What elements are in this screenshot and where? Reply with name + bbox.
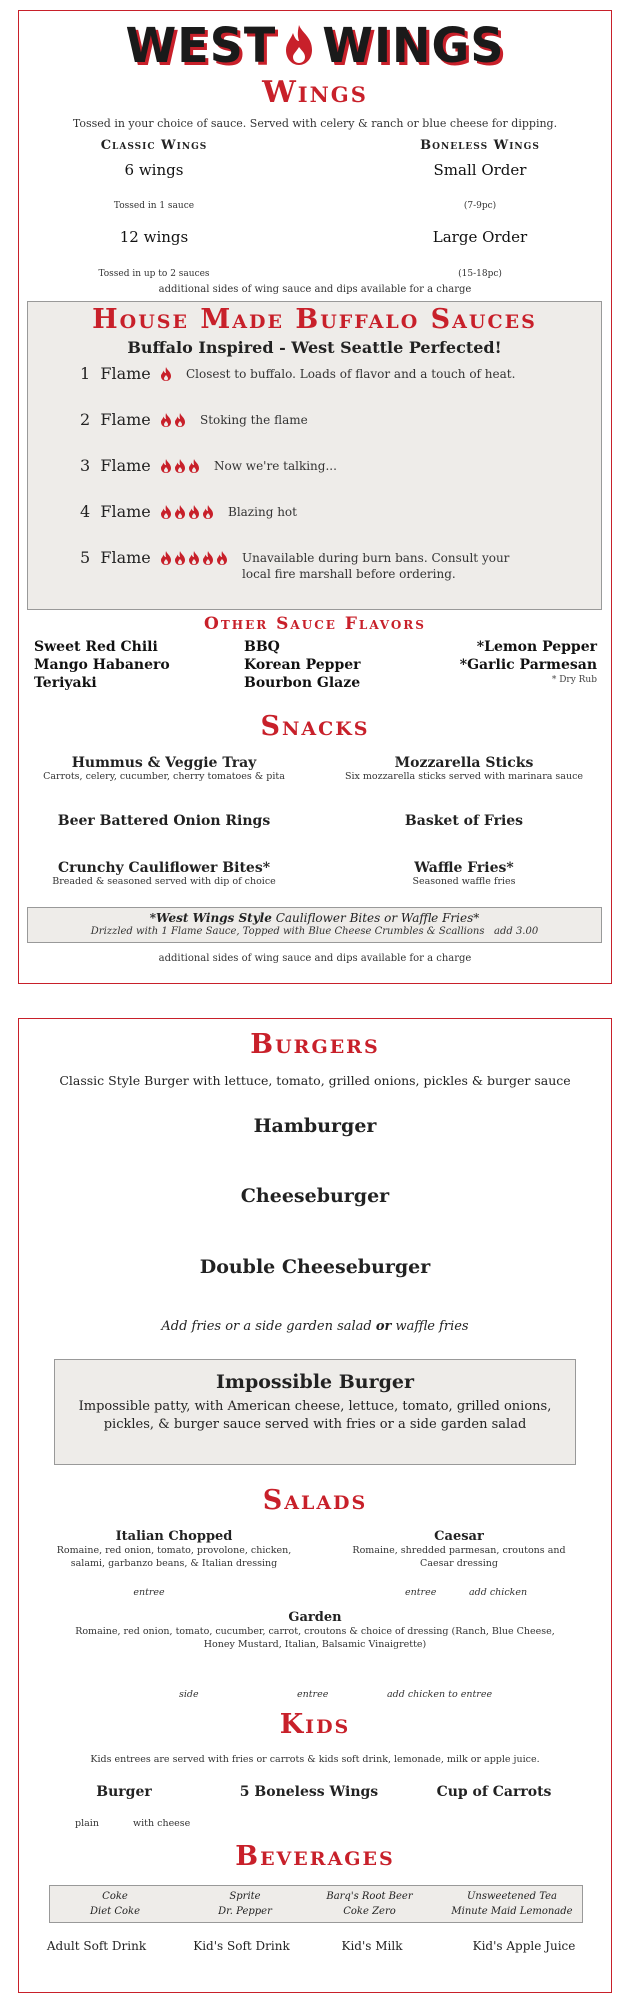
- beverage-kids-milk: Kid's Milk: [341, 1939, 403, 1953]
- boneless-large: Large Order: [432, 228, 528, 246]
- kids-title: Kids: [279, 1709, 351, 1740]
- boneless-large-note: (15-18pc): [458, 269, 502, 279]
- flame-logo-icon: [282, 23, 316, 67]
- sauce-teriyaki: Teriyaki: [34, 675, 97, 691]
- snack-fries: Basket of Fries: [404, 813, 524, 829]
- flame-level-label: 3 Flame: [80, 456, 151, 475]
- wings-footer: additional sides of wing sauce and dips available for a charge: [158, 284, 472, 295]
- flame-icon: [160, 458, 172, 477]
- flame-level-description: Stoking the flame: [200, 413, 308, 427]
- beverage-col-3: Barq's Root Beer Coke Zero: [326, 1891, 413, 1917]
- buffalo-sauce-box: [27, 301, 602, 610]
- flame-icon: [188, 550, 200, 569]
- kids-burger-with-cheese: with cheese: [133, 1818, 191, 1829]
- other-sauces-col2: [244, 638, 414, 692]
- flame-rating: [160, 410, 186, 431]
- kids-intro: Kids entrees are served with fries or carrots & kids soft drink, lemonade, milk or apple juice.: [90, 1754, 540, 1765]
- salad-italian-chopped: Italian Chopped Romaine, red onion, tomato, provolone, chicken, salami, garbanzo beans, & Italian dressing: [56, 1529, 292, 1569]
- boneless-small-note: (7-9pc): [463, 201, 497, 211]
- flame-icon: [160, 550, 172, 569]
- snacks-footer: additional sides of wing sauce and dips available for a charge: [158, 953, 472, 964]
- flame-level-row: [80, 410, 308, 431]
- beverage-col-1: Coke Diet Coke: [90, 1891, 140, 1917]
- other-sauces-col1: [34, 638, 204, 692]
- garden-side-option: side: [179, 1689, 199, 1700]
- flame-rating: [160, 548, 228, 569]
- flame-level-description: Now we're talking...: [214, 459, 337, 473]
- boneless-small: Small Order: [433, 161, 527, 179]
- flame-level-description: Closest to buffalo. Loads of flavor and a touch of heat.: [186, 367, 516, 381]
- flame-icon: [174, 458, 186, 477]
- salad-garden: Garden Romaine, red onion, tomato, cucumber, carrot, croutons & choice of dressing (Ranch, Blue Cheese, Honey Mustard, Italian, Balsamic Vinaigrette): [75, 1610, 555, 1650]
- flame-level-label: 2 Flame: [80, 410, 151, 429]
- beverage-kids-soft-drink: Kid's Soft Drink: [193, 1939, 290, 1953]
- flame-level-row: [80, 364, 515, 385]
- snack-cauliflower: Crunchy Cauliflower Bites* Breaded & seasoned served with dip of choice: [52, 860, 276, 887]
- sauce-bourbon-glaze: Bourbon Glaze: [244, 675, 361, 691]
- west-wings-style-desc: Drizzled with 1 Flame Sauce, Topped with Blue Cheese Crumbles & Scallions add 3.00: [90, 926, 539, 937]
- flame-icon: [216, 550, 228, 569]
- wings-title: Wings: [262, 75, 368, 110]
- logo: [19, 17, 611, 73]
- burgers-title: Burgers: [250, 1029, 380, 1060]
- flame-level-row: [80, 548, 512, 582]
- logo-west: WEST: [125, 16, 277, 74]
- kids-boneless-wings: 5 Boneless Wings: [239, 1784, 379, 1800]
- flame-icon: [160, 412, 172, 431]
- snack-onion-rings: Beer Battered Onion Rings: [57, 813, 271, 829]
- snack-hummus: Hummus & Veggie Tray Carrots, celery, cucumber, cherry tomatoes & pita: [43, 755, 285, 782]
- menu-page-1: [18, 10, 612, 984]
- other-sauces-title: Other Sauce Flavors: [204, 614, 426, 634]
- west-wings-style-box: [27, 907, 602, 943]
- salads-title: Salads: [262, 1485, 368, 1516]
- flame-icon: [174, 412, 186, 431]
- flame-rating: [160, 456, 200, 477]
- burger-hamburger: Hamburger: [253, 1115, 377, 1137]
- sauce-subtitle: Buffalo Inspired - West Seattle Perfected!: [127, 338, 502, 357]
- flame-level-description: Unavailable during burn bans. Consult your local fire marshall before ordering.: [242, 551, 510, 581]
- sauce-korean-pepper: Korean Pepper: [244, 657, 361, 673]
- flame-icon: [160, 366, 172, 385]
- classic-wings-header: Classic Wings: [100, 138, 208, 153]
- snack-mozzarella: Mozzarella Sticks Six mozzarella sticks served with marinara sauce: [344, 755, 584, 782]
- wings-6: 6 wings: [124, 161, 184, 179]
- logo-wings: WINGS: [322, 16, 505, 74]
- flame-icon: [188, 504, 200, 523]
- italian-entree-option: entree: [133, 1587, 165, 1598]
- flame-level-label: 1 Flame: [80, 364, 151, 383]
- flame-rating: [160, 364, 172, 385]
- flame-icon: [202, 504, 214, 523]
- west-wings-style-title: *West Wings Style Cauliflower Bites or Waffle Fries*: [149, 911, 480, 925]
- beverages-title: Beverages: [235, 1841, 395, 1872]
- sauce-bbq: BBQ: [244, 639, 280, 655]
- wings-intro: Tossed in your choice of sauce. Served with celery & ranch or blue cheese for dipping.: [72, 117, 558, 130]
- wings-12: 12 wings: [119, 228, 189, 246]
- garden-add-chicken-option: add chicken to entree: [387, 1689, 493, 1700]
- sauce-mango-habanero: Mango Habanero: [34, 657, 170, 673]
- burger-double-cheeseburger: Double Cheeseburger: [199, 1256, 431, 1278]
- flame-level-description: Blazing hot: [228, 505, 297, 519]
- beverage-col-4: Unsweetened Tea Minute Maid Lemonade: [451, 1891, 573, 1917]
- flame-level-label: 5 Flame: [80, 548, 151, 567]
- beverage-grid: [49, 1885, 583, 1923]
- sauce-garlic-parmesan: *Garlic Parmesan: [459, 657, 597, 673]
- impossible-burger-box: [54, 1359, 576, 1465]
- flame-rating: [160, 502, 214, 523]
- snack-waffle-fries: Waffle Fries* Seasoned waffle fries: [412, 860, 516, 887]
- flame-icon: [174, 550, 186, 569]
- burger-addon: Add fries or a side garden salad or waffle fries: [161, 1319, 469, 1334]
- beverage-adult-soft-drink: Adult Soft Drink: [46, 1939, 147, 1953]
- impossible-burger-title: Impossible Burger: [215, 1371, 415, 1393]
- burger-cheeseburger: Cheeseburger: [240, 1185, 390, 1207]
- other-sauces-col3: [429, 638, 597, 686]
- sauce-sweet-red-chili: Sweet Red Chili: [34, 639, 158, 655]
- menu-page-2: [18, 1018, 612, 1993]
- caesar-entree-option: entree: [405, 1587, 437, 1598]
- garden-entree-option: entree: [297, 1689, 329, 1700]
- flame-icon: [202, 550, 214, 569]
- snacks-title: Snacks: [260, 711, 370, 742]
- flame-level-label: 4 Flame: [80, 502, 151, 521]
- wings-12-note: Tossed in up to 2 sauces: [98, 269, 210, 279]
- beverage-kids-apple-juice: Kid's Apple Juice: [472, 1939, 576, 1953]
- boneless-wings-header: Boneless Wings: [420, 138, 540, 153]
- flame-level-row: [80, 456, 337, 477]
- caesar-add-chicken-option: add chicken: [469, 1587, 528, 1598]
- impossible-burger-desc: Impossible patty, with American cheese, lettuce, tomato, grilled onions, pickles, & burger sauce served with fries or a side garden salad: [78, 1399, 552, 1432]
- kids-burger-plain: plain: [75, 1818, 99, 1829]
- dry-rub-note: * Dry Rub: [551, 675, 597, 685]
- flame-icon: [174, 504, 186, 523]
- sauce-title: House Made Buffalo Sauces: [92, 304, 537, 335]
- kids-cup-of-carrots: Cup of Carrots: [436, 1784, 552, 1800]
- salad-caesar: Caesar Romaine, shredded parmesan, croutons and Caesar dressing: [352, 1529, 566, 1569]
- flame-icon: [188, 458, 200, 477]
- burgers-intro: Classic Style Burger with lettuce, tomato, grilled onions, pickles & burger sauce: [59, 1073, 571, 1088]
- kids-burger: Burger: [96, 1784, 152, 1800]
- sauce-lemon-pepper: *Lemon Pepper: [476, 639, 597, 655]
- wings-6-note: Tossed in 1 sauce: [113, 201, 195, 211]
- beverage-col-2: Sprite Dr. Pepper: [218, 1891, 272, 1917]
- flame-level-row: [80, 502, 297, 523]
- flame-icon: [160, 504, 172, 523]
